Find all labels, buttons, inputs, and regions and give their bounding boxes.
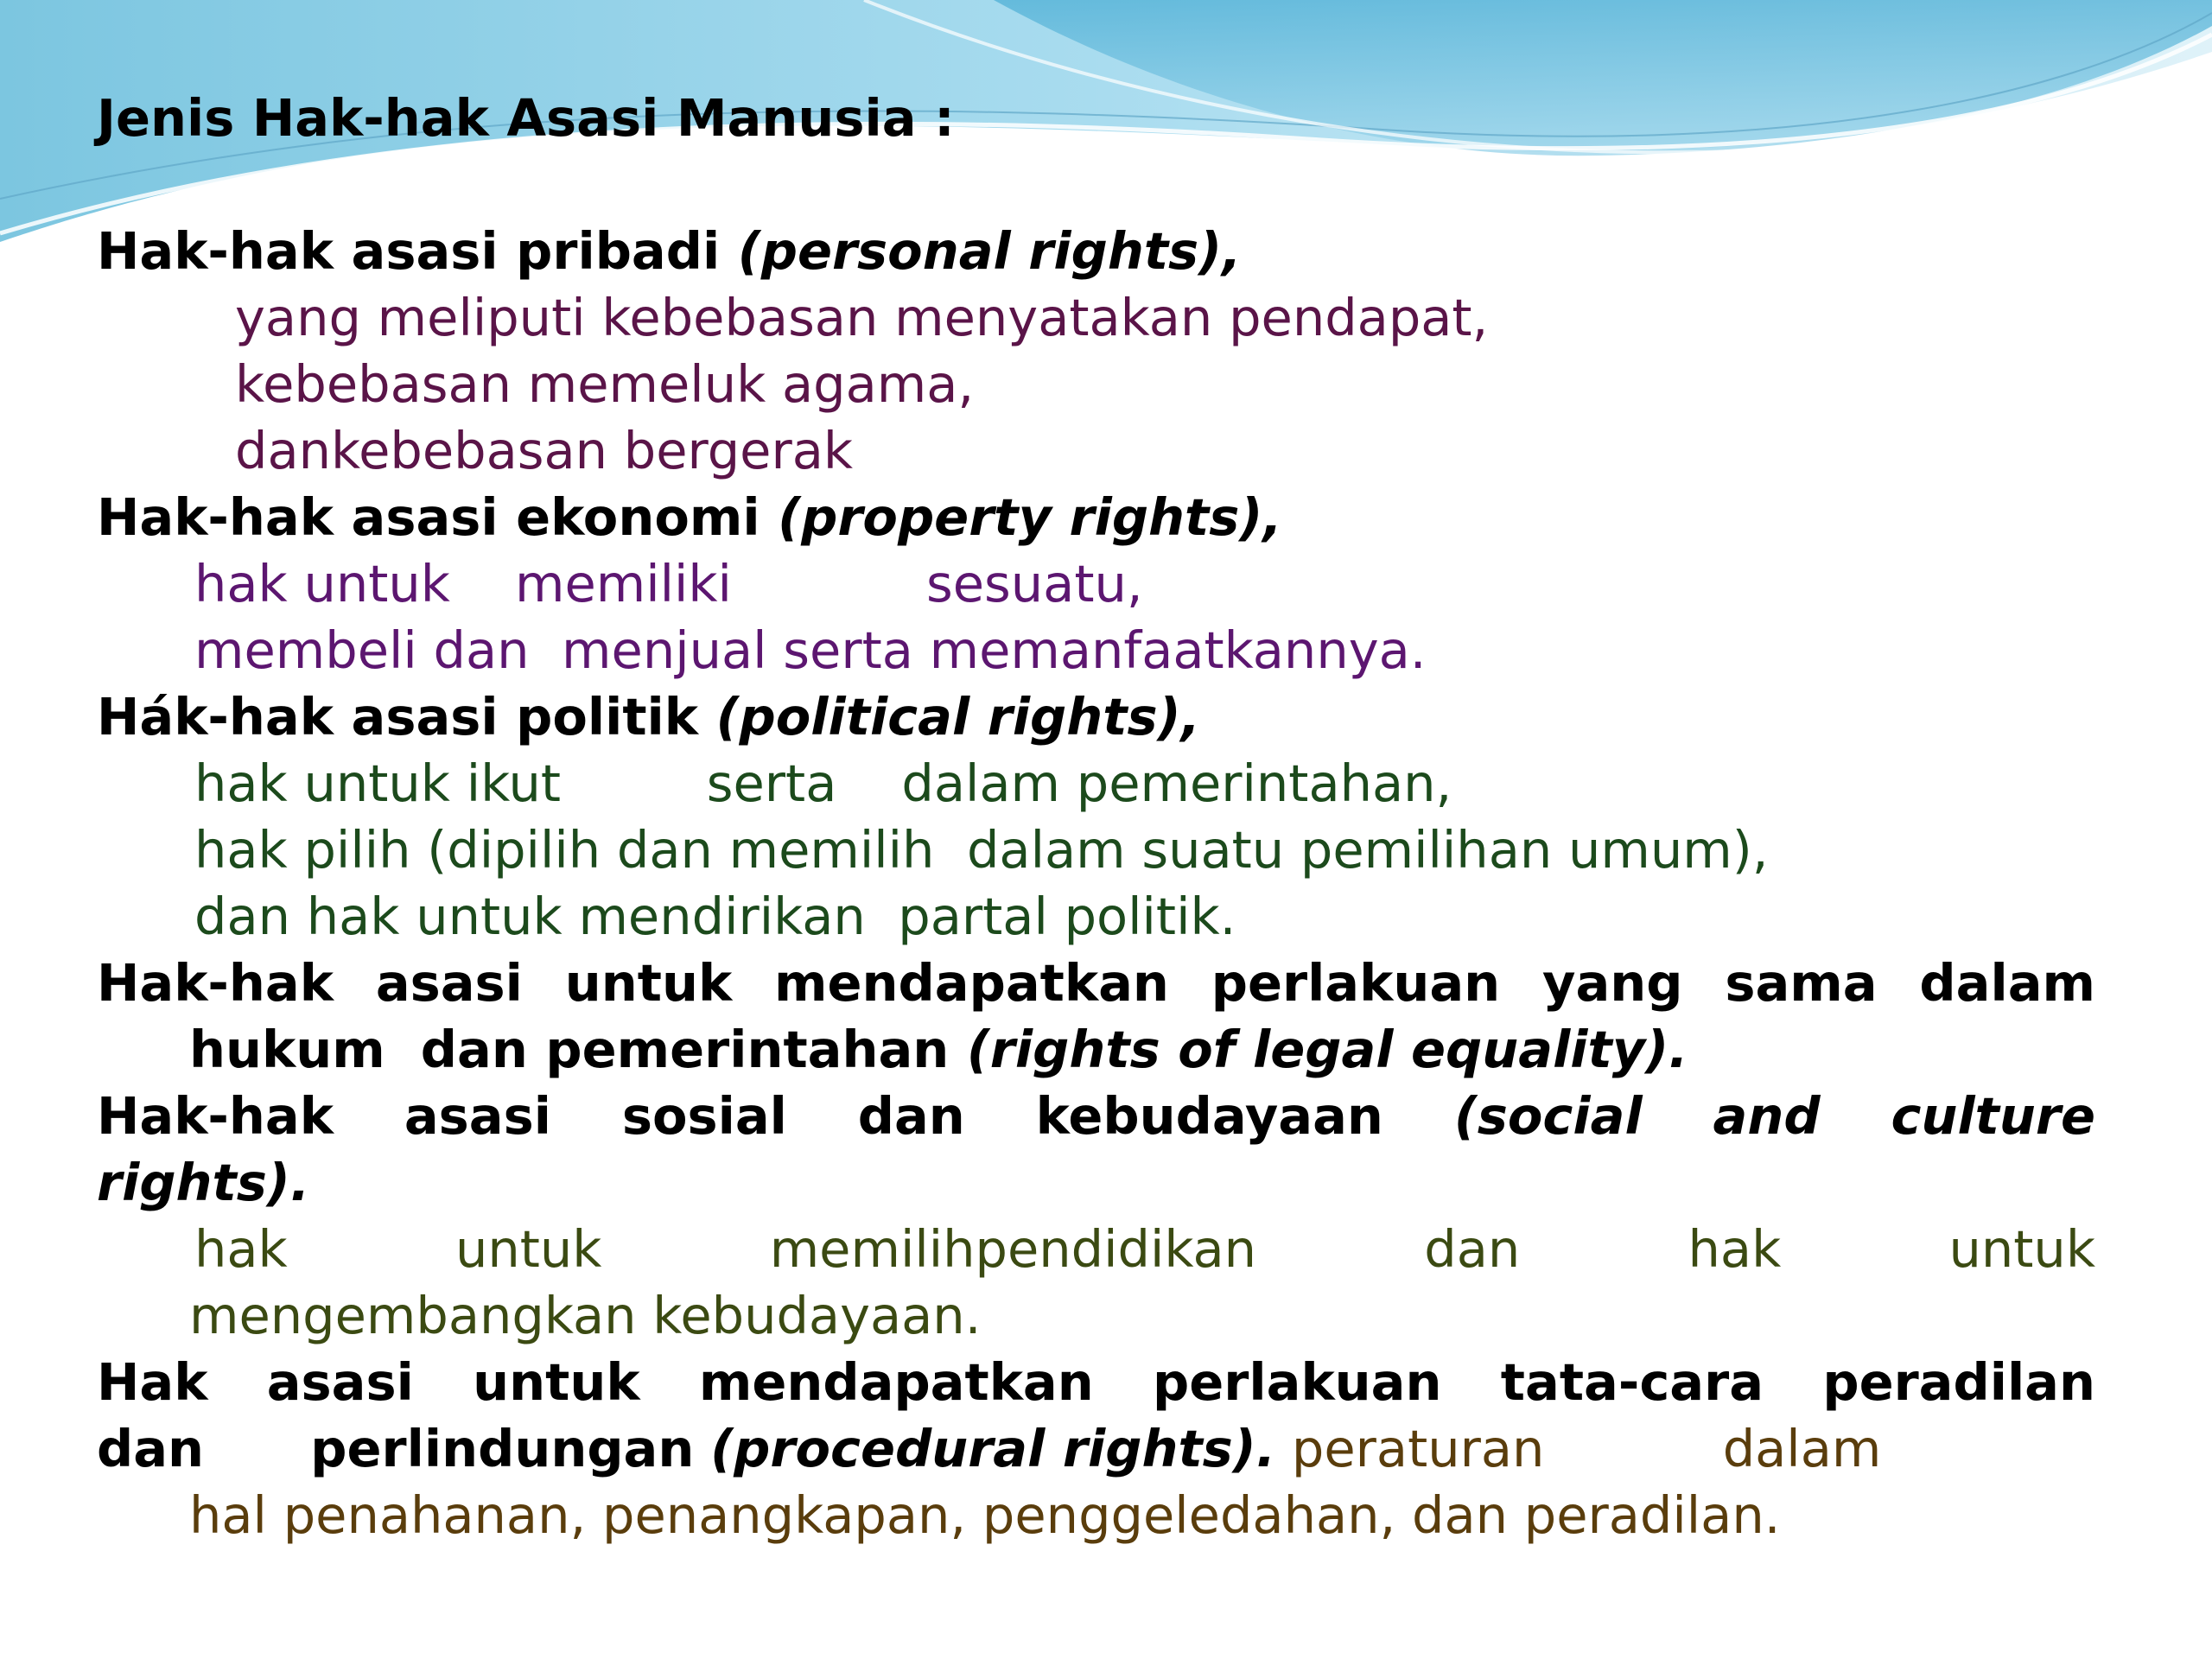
social-term-1: (social and culture bbox=[1453, 1086, 2096, 1146]
personal-rights-heading bbox=[97, 218, 2095, 284]
political-rights-heading bbox=[97, 683, 2095, 750]
personal-heading-text: Hak-hak asasi pribadi bbox=[97, 221, 721, 281]
economic-heading-text: Hak-hak asasi ekonomi bbox=[97, 487, 760, 547]
economic-line-1: hak untuk memiliki sesuatu, bbox=[194, 554, 1143, 613]
spacer bbox=[97, 151, 2095, 218]
procedural-heading-text: dan perlindungan bbox=[97, 1419, 695, 1478]
political-line-1: hak untuk ikut serta dalam pemerintahan, bbox=[194, 753, 1452, 813]
procedural-heading-line-1: Hak asasi untuk mendapatkan perlakuan tata-cara peradilan bbox=[97, 1352, 2095, 1412]
personal-term: (personal rights), bbox=[737, 221, 1242, 281]
political-heading-text: Hák-hak asasi politik bbox=[97, 687, 699, 747]
legal-term: (rights of legal equality). bbox=[966, 1020, 1688, 1079]
procedural-term: (procedural rights). bbox=[710, 1419, 1276, 1478]
personal-line-2: kebebasan memeluk agama, bbox=[235, 354, 975, 414]
economic-term: (property rights), bbox=[778, 487, 1282, 547]
legal-heading-line-2 bbox=[97, 1016, 2095, 1083]
social-term-2: rights). bbox=[97, 1153, 310, 1212]
political-term: (political rights), bbox=[715, 687, 1200, 747]
procedural-desc-1: peraturan dalam bbox=[1291, 1419, 1882, 1478]
procedural-desc-2: hal penahanan, penangkapan, penggeledahan, dan peradilan. bbox=[189, 1485, 1781, 1545]
social-heading-line-1 bbox=[97, 1083, 2095, 1149]
social-line-1: hak untuk memilihpendidikan dan hak untuk bbox=[194, 1219, 2095, 1279]
personal-line-3: dankebebasan bergerak bbox=[235, 421, 854, 480]
economic-rights-heading bbox=[97, 484, 2095, 550]
personal-line-1: yang meliputi kebebasan menyatakan pendapat, bbox=[235, 288, 1489, 347]
social-line-2: mengembangkan kebudayaan. bbox=[189, 1286, 982, 1345]
political-line-2: hak pilih (dipilih dan memilih dalam suatu pemilihan umum), bbox=[194, 820, 1769, 880]
economic-line-2: membeli dan menjual serta memanfaatkannya. bbox=[194, 620, 1427, 680]
procedural-heading-line-2 bbox=[97, 1415, 2095, 1482]
legal-heading-line-1: Hak-hak asasi untuk mendapatkan perlakuan yang sama dalam bbox=[97, 953, 2095, 1013]
legal-heading-text: hukum dan pemerintahan bbox=[189, 1020, 950, 1079]
social-heading-text: Hak-hak asasi sosial dan kebudayaan bbox=[97, 1086, 1383, 1146]
slide-title: Jenis Hak-hak Asasi Manusia : bbox=[97, 88, 955, 148]
slide-content bbox=[97, 85, 2095, 1548]
political-line-3: dan hak untuk mendirikan partal politik. bbox=[194, 887, 1236, 946]
